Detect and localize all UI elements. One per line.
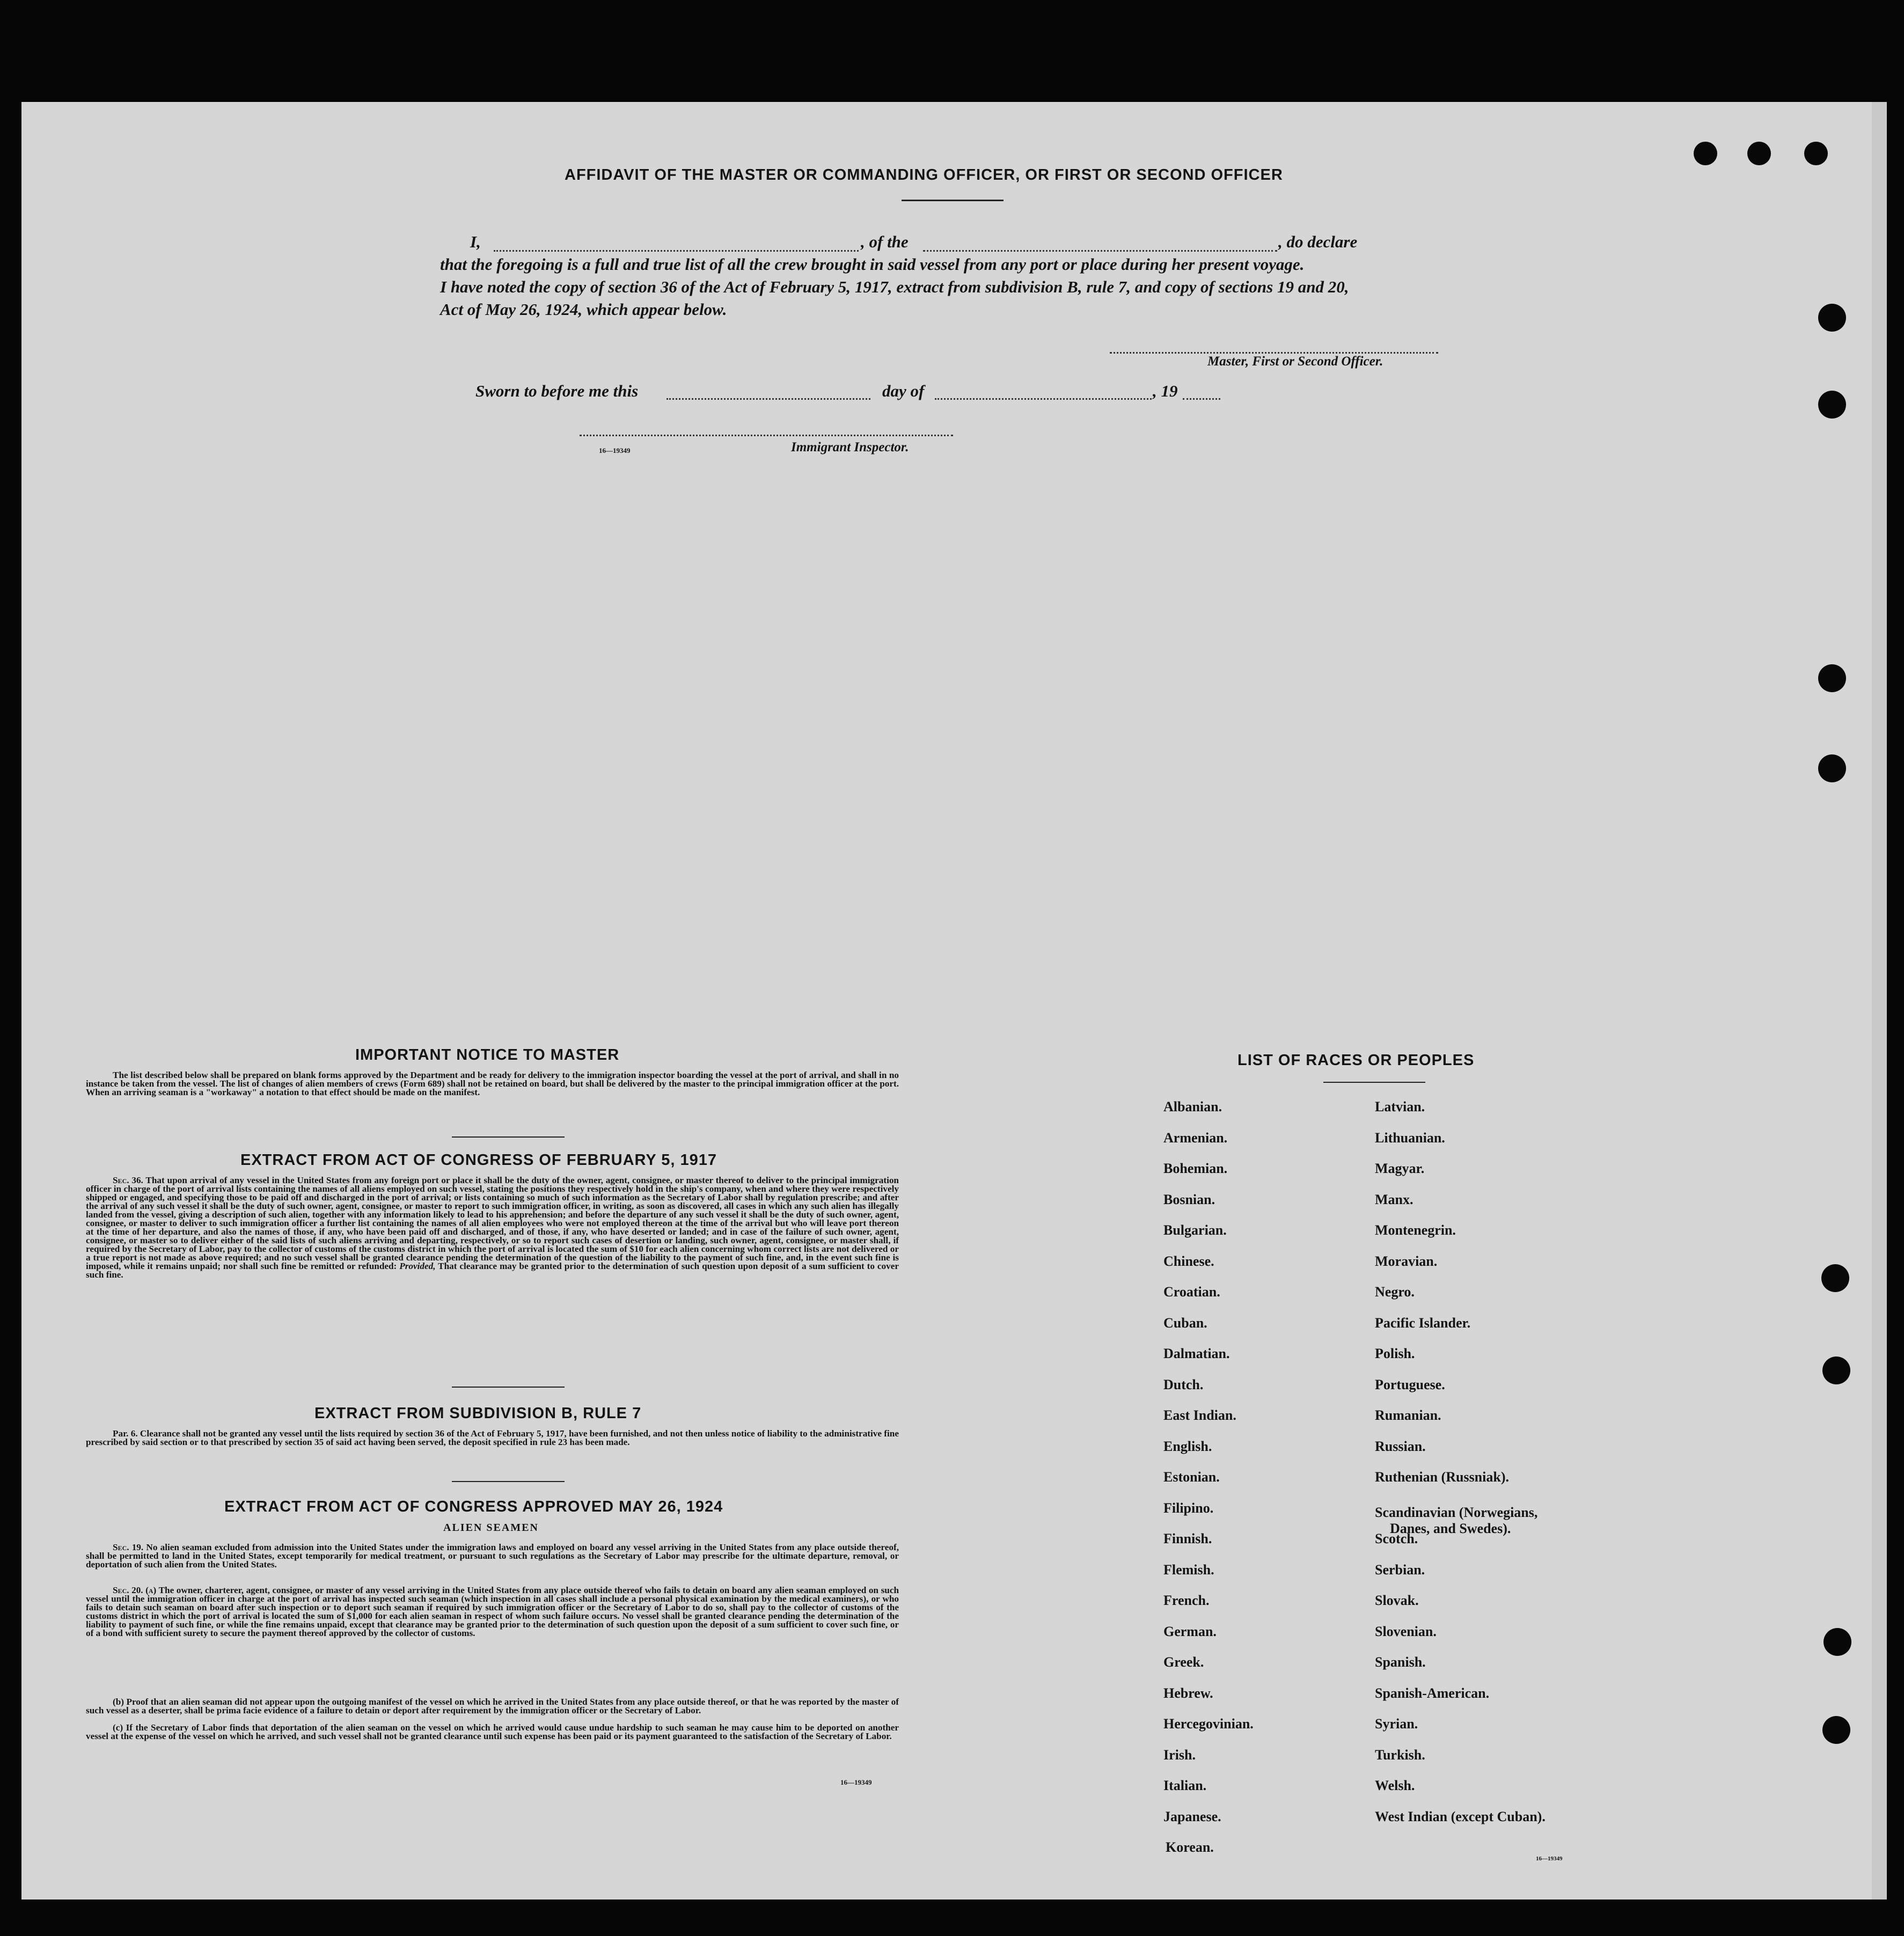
sec-19-text: No alien seaman excluded from admission into the United States under the immigration laws and employed on board any vessel arriving in the United States from any place outside thereof, shall be permitted to land in the United States, except temporarily for medical treatment, or pursuant to such regulations as the Secretary of Labor may prescribe for the ultimate departure, removal, or deportation of such alien from the United States. [86,1542,899,1570]
race-entry: West Indian (except Cuban). [1375,1808,1546,1824]
race-entry: Slovenian. [1375,1623,1437,1639]
race-entry: Scotch. [1375,1531,1418,1546]
race-entry: Polish. [1375,1346,1415,1361]
race-entry: Bulgarian. [1163,1222,1227,1238]
punch-hole [1694,142,1717,165]
race-entry: Hebrew. [1163,1685,1213,1701]
sec-20a [86,1586,899,1638]
race-entry: Russian. [1375,1438,1426,1454]
races-title: LIST OF RACES OR PEOPLES [1237,1052,1475,1069]
sworn-label: Sworn to before me this [475,382,639,400]
race-entry: Negro. [1375,1284,1415,1300]
rule-7-title: EXTRACT FROM SUBDIVISION B, RULE 7 [314,1405,642,1422]
punch-hole [1821,1264,1849,1292]
extract-1924-title: EXTRACT FROM ACT OF CONGRESS APPROVED MAY 26, 1924 [224,1498,723,1515]
sec-20-label: Sec. 20. (a) [113,1585,157,1595]
race-entry: Scandinavian (Norwegians, [1375,1504,1538,1520]
sec-19-label: Sec. 19. [113,1542,144,1552]
day-of-label: day of [882,382,925,400]
sec-20c: (c) If the Secretary of Labor finds that deportation of the alien seaman on the vessel on which he arrived would cause undue hardship to such seaman he may cause him to be deported on another vessel at the expense of the vessel on which he arrived, and such vessel shall not be granted clearance until such expense has been paid or its payment guaranteed to the satisfaction of the Secretary of Labor. [86,1722,899,1741]
race-entry: Latvian. [1375,1099,1425,1114]
pronoun-i: I, [470,232,481,251]
sec-36-text: That upon arrival of any vessel in the United States from any foreign port or place it shall be the duty of the owner, agent, consignee, or master thereof to deliver to the principal immigration officer in charge of the port of arrival lists containing the names of all aliens employed on such vessel, stating the positions they respectively hold in the ship's company, when and where they were respectively shipped or engaged, and specifying those to be paid off and discharged in the port of arrival; or lists containing so much of such information as the Secretary of Labor shall by regulation prescribe; and after the arrival of any such vessel it shall be the duty of such owner, agent, consignee, or master to report to such immigration officer, in writing, as soon as discovered, all cases in which any such alien has illegally landed from the vessel, giving a description of such alien, together with any information likely to lead to his apprehension; and before the departure of any such vessel it shall be the duty of such owner, agent, consignee, or master to deliver to such immigration officer a further list containing the names of all alien employees who were not employed thereon at the time of the arrival but who will leave port thereon at the time of her departure, and also the names of those, if any, who have been paid off and discharged, and of those, if any, who have deserted or landed; and in case of the failure of such owner, agent, consignee, or master so to deliver either of the said lists of such aliens arriving and departing, respectively, or so to report such cases of desertion or landing, such owner, agent, consignee, or master shall, if required by the Secretary of Labor, pay to the collector of customs of the customs district in which the port of arrival is located the sum of $10 for each alien concerning whom correct lists are not delivered or a true report is not made as above required; and no such vessel shall be granted clearance pending the determination of the question of the liability to the payment of such fine, and, in the event such fine is imposed, while it remains unpaid; nor shall such fine be remitted or refunded: [86,1175,899,1271]
race-entry: Korean. [1166,1839,1214,1855]
races-form-number: 16—19349 [1536,1856,1563,1862]
affidavit-form-number: 16—19349 [599,446,631,454]
race-entry: Spanish-American. [1375,1685,1490,1701]
sworn-day-field[interactable] [667,398,870,400]
declaration-line-4: Act of May 26, 1924, which appear below. [440,300,727,319]
race-entry: Hercegovinian. [1163,1716,1254,1732]
vessel-field[interactable] [923,250,1277,252]
race-entry: Chinese. [1163,1253,1214,1269]
race-entry: Turkish. [1375,1747,1425,1763]
of-the-label: , of the [861,232,909,251]
race-entry: Irish. [1163,1747,1196,1763]
declaration-line-2: that the foregoing is a full and true list of all the crew brought in said vessel from any port or place during her present voyage. [440,255,1305,274]
race-entry: German. [1163,1623,1217,1639]
race-entry: Spanish. [1375,1654,1426,1670]
race-entry: Filipino. [1163,1500,1214,1516]
race-entry: Finnish. [1163,1531,1212,1546]
sec-20a-text: The owner, charterer, agent, consignee, or master of any vessel arriving in the United States from any place outside thereof who fails to detain on board any alien seaman employed on such vessel until the immigration officer in charge at the port of arrival has inspected such seaman (which inspection in all cases shall include a personal physical examination by the medical examiners), or who fails to detain such seaman on board after such inspection or to deport such seaman if required by such immigration officer or the Secretary of Labor to do so, shall pay to the collector of customs of the customs district in which the port of arrival is located the sum of $1,000 for each alien seaman in respect of whom such failure occurs. No vessel shall be granted clearance pending the determination of the liability to payment of such fine, or while the fine remains unpaid, except that clearance may be granted prior to the determination of such question upon the deposit of a sum sufficient to cover such fine, or of a bond with sufficient surety to secure the payment thereof approved by the collector of customs. [86,1585,899,1638]
inspector-signature-field[interactable] [580,435,953,436]
affidavit-title: AFFIDAVIT OF THE MASTER OR COMMANDING OFFICER, OR FIRST OR SECOND OFFICER [565,166,1283,184]
race-entry: Flemish. [1163,1561,1214,1578]
races-underline [1323,1082,1425,1083]
race-entry: Slovak. [1375,1593,1419,1608]
race-entry: Portuguese. [1375,1376,1445,1392]
punch-hole [1822,1356,1850,1384]
punch-hole [1818,664,1846,692]
race-entry: Pacific Islander. [1375,1315,1471,1331]
race-entry: Bohemian. [1163,1161,1228,1176]
extract-1917-body [86,1176,899,1279]
punch-hole [1747,142,1771,165]
extract-1917-title: EXTRACT FROM ACT OF CONGRESS OF FEBRUARY 5, 1917 [240,1152,717,1169]
race-entry: Japanese. [1163,1808,1221,1824]
master-signature-field[interactable] [1110,352,1438,354]
race-entry: Albanian. [1163,1099,1222,1114]
divider [452,1387,565,1388]
name-field[interactable] [494,250,859,252]
divider [452,1136,565,1138]
race-entry: East Indian. [1163,1407,1236,1423]
proviso-text: That clearance may be granted prior to the determination of such question upon deposit of a sum sufficient to cover such fine. [86,1261,899,1280]
race-entry: Armenian. [1163,1130,1228,1146]
title-underline [902,200,1004,201]
race-entry: Magyar. [1375,1161,1425,1176]
race-entry: Welsh. [1375,1778,1415,1793]
sec-20b: (b) Proof that an alien seaman did not appear upon the outgoing manifest of the vessel on which he arrived in the United States from any place outside thereof, or that he was reported by the master of such vessel as a deserter, shall be prima facie evidence of a failure to detain or deport after requirement by the immigration officer or the Secretary of Labor. [86,1697,899,1715]
sec-19 [86,1543,899,1569]
race-entry: English. [1163,1438,1212,1454]
race-entry: Ruthenian (Russniak). [1375,1469,1509,1485]
punch-hole [1818,304,1846,332]
alien-seamen-subtitle: ALIEN SEAMEN [443,1522,539,1534]
declaration-line-3: I have noted the copy of section 36 of the Act of February 5, 1917, extract from subdivision B, rule 7, and copy of sections 19 and 20, [440,277,1349,296]
race-entry: Serbian. [1375,1561,1425,1578]
race-entry: French. [1163,1593,1210,1608]
race-entry: Estonian. [1163,1469,1220,1485]
notice-title: IMPORTANT NOTICE TO MASTER [355,1046,620,1064]
sec-36-label: Sec. 36. [113,1175,143,1185]
extract-form-number: 16—19349 [840,1778,872,1786]
race-entry: Syrian. [1375,1716,1418,1732]
punch-hole [1822,1716,1850,1744]
race-entry: Moravian. [1375,1253,1438,1269]
race-entry: Danes, and Swedes). [1390,1520,1511,1536]
punch-hole [1804,142,1828,165]
race-entry: Italian. [1163,1778,1207,1793]
sheet-edge [1872,102,1887,1900]
notice-body: The list described below shall be prepared on blank forms approved by the Department and be ready for delivery to the immigration inspector boarding the vessel at the port of arrival, and shall in no instance be taken from the vessel. The list of changes of alien members of crews (Form 689) shall not be retained on board, but shall be delivered by the master to the principal immigration officer at the port. When an arriving seaman is a "workaway" a notation to that effect should be made on the manifest. [86,1070,899,1097]
race-entry: Bosnian. [1163,1191,1215,1207]
master-signature-label: Master, First or Second Officer. [1207,354,1383,369]
inspector-label: Immigrant Inspector. [791,440,909,454]
sworn-month-field[interactable] [935,398,1152,400]
race-entry: Rumanian. [1375,1407,1441,1423]
rule-7-body: Par. 6. Clearance shall not be granted any vessel until the lists required by section 36 of the Act of February 5, 1917, have been furnished, and not then unless notice of liability to the administrative fine prescribed by said section or to that prescribed by section 35 of said act having been served, the deposit specified in rule 23 has been made. [86,1428,899,1447]
punch-hole [1818,754,1846,782]
sworn-year-field[interactable] [1183,398,1220,400]
year-label: , 19 [1153,382,1178,400]
race-entry: Croatian. [1163,1284,1220,1300]
proviso-label: Provided, [399,1261,436,1271]
punch-hole [1818,391,1846,419]
race-entry: Lithuanian. [1375,1130,1445,1146]
race-entry: Dutch. [1163,1376,1204,1392]
race-entry: Greek. [1163,1654,1204,1670]
do-declare-label: , do declare [1278,232,1358,251]
race-entry: Montenegrin. [1375,1222,1456,1238]
race-entry: Manx. [1375,1191,1414,1207]
divider [452,1481,565,1482]
race-entry: Dalmatian. [1163,1346,1230,1361]
race-entry: Cuban. [1163,1315,1207,1331]
punch-hole [1824,1628,1851,1656]
